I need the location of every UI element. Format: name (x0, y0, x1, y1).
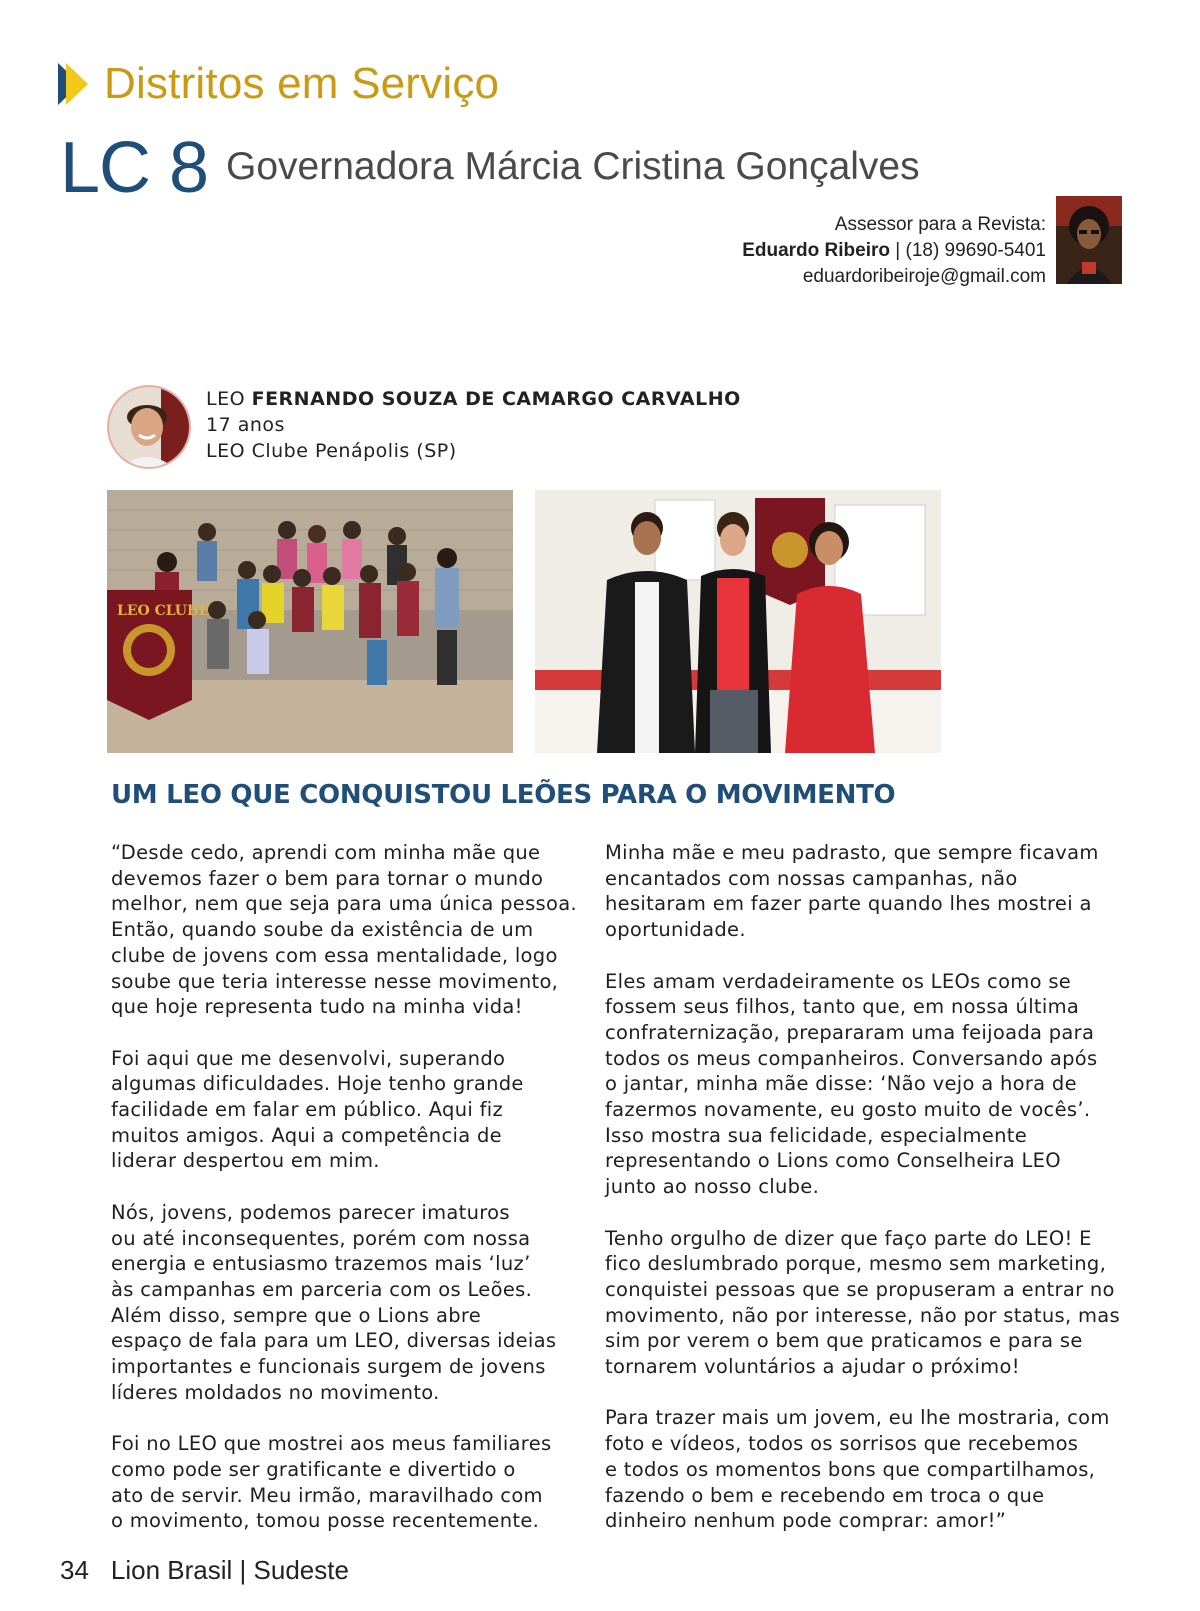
assessor-email[interactable]: eduardoribeiroje@gmail.com (802, 266, 1046, 287)
assessor-contact (742, 212, 1046, 290)
paragraph: Eles amam verdadeiramente os LEOs como se fossem seus filhos, tanto que, em nossa última confraternização, prepararam uma feijoada para todos os meus companheiros. Conversando após o jantar, minha mãe disse: ‘Não vejo a hora de fazermos novamente, eu gosto muito de vocês’. Isso mostra sua felicidade, especialmente representando o Lions como Conselheira LEO junto ao nosso clube. (605, 969, 1098, 1199)
paragraph: Tenho orgulho de dizer que faço parte do LEO! E fico deslumbrado porque, mesmo sem marketing, conquistei pessoas que se propuseram a entrar no movimento, não por interesse, não por status, mas sim por verem o bem que praticamos e para se tornarem voluntários a ajudar o próximo! (605, 1226, 1120, 1379)
group-photo (107, 490, 513, 753)
article-column-right (605, 840, 1125, 1560)
governor-name: Governadora Márcia Cristina Gonçalves (226, 145, 920, 188)
profile-age: 17 anos (206, 414, 285, 436)
profile-prefix: LEO (206, 388, 252, 410)
banner-text: LEO CLUBE (117, 603, 210, 619)
profile-avatar (107, 385, 191, 469)
paragraph: Nós, jovens, podemos parecer imaturos ou até inconsequentes, porém com nossa energia e entusiasmo trazemos mais ‘luz’ às campanhas em parceria com os Leões. Além disso, sempre que o Lions abre espaço de fala para um LEO, diversas ideias importantes e funcionais surgem de jovens líderes moldados no movimento. (111, 1200, 557, 1404)
assessor-name: Eduardo Ribeiro (742, 240, 890, 261)
paragraph: “Desde cedo, aprendi com minha mãe que devemos fazer o bem para tornar o mundo melhor, nem que seja para uma única pessoa. Então, quando soube da existência de um clube de jovens com essa mentalidade, logo soube que teria interesse nesse movimento, que hoje representa tudo na minha vida! (111, 841, 577, 1019)
page-footer (60, 1555, 349, 1586)
page-number: 34 (60, 1555, 89, 1585)
profile-name: FERNANDO SOUZA DE CAMARGO CARVALHO (251, 388, 741, 410)
district-code: LC 8 (60, 128, 209, 208)
family-photo (535, 490, 941, 753)
article-headline: UM LEO QUE CONQUISTOU LEÕES PARA O MOVIMENTO (111, 780, 896, 810)
publication-name: Lion Brasil | Sudeste (110, 1555, 349, 1585)
article-column-left (111, 840, 586, 1560)
assessor-phone: | (18) 99690-5401 (890, 240, 1046, 261)
assessor-label: Assessor para a Revista: (834, 214, 1046, 235)
paragraph: Foi aqui que me desenvolvi, superando algumas dificuldades. Hoje tenho grande facilidade em falar em público. Aqui fiz muitos amigos. Aqui a competência de liderar despertou em mim. (111, 1046, 524, 1173)
paragraph: Foi no LEO que mostrei aos meus familiares como pode ser gratificante e divertido o ato de servir. Meu irmão, maravilhado com o movimento, tomou posse recentemente. (111, 1432, 552, 1533)
paragraph: Minha mãe e meu padrasto, que sempre ficavam encantados com nossas campanhas, não hesitaram em fazer parte quando lhes mostrei a oportunidade. (605, 841, 1099, 942)
profile-info (206, 386, 741, 464)
section-header (58, 58, 499, 110)
paragraph: Para trazer mais um jovem, eu lhe mostraria, com foto e vídeos, todos os sorrisos que recebemos e todos os momentos bons que compartilhamos, fazendo o bem e recebendo em troca o que dinheiro nenhum pode comprar: amor!” (605, 1406, 1110, 1533)
chevron-arrow-icon (58, 61, 98, 107)
section-title: Distritos em Serviço (104, 59, 500, 108)
assessor-photo (1056, 196, 1122, 284)
profile-club: LEO Clube Penápolis (SP) (206, 440, 457, 462)
